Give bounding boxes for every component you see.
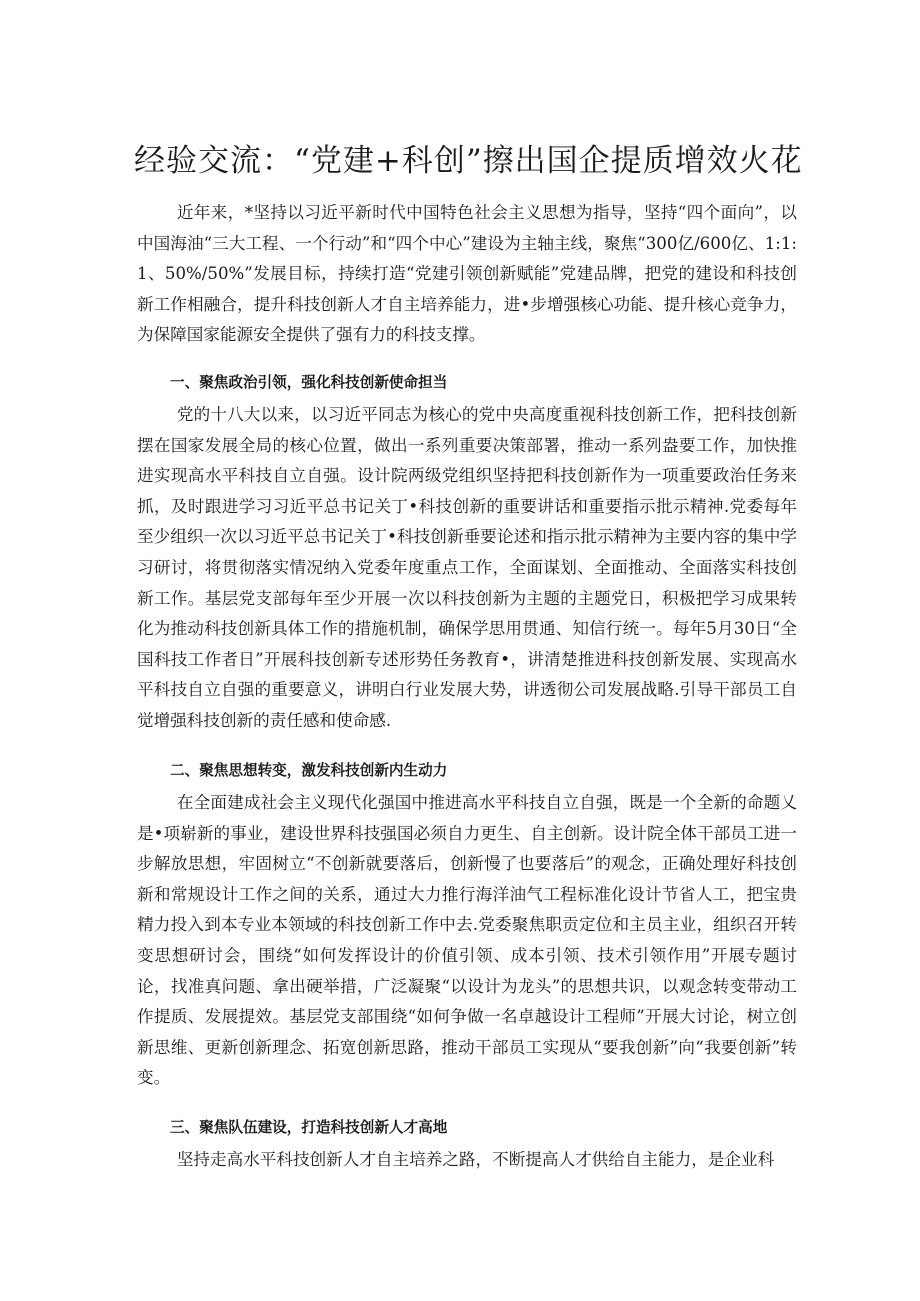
section-paragraph-3: 坚持走高水平科技创新人才自主培养之路，不断提高人才供给自主能力，是企业科 [176, 1150, 775, 1169]
section-paragraph-1: 党的十八大以来，以习近平同志为核心的党中央高度重视科技创新工作，把科技创新摆在国家发展全局的核心位置，做出一系列重要决策部署，推动一系列盎要工作，加快推进实现高水平科技自立自强。设计院两级党组织坚持把科技创新作为一项重要政治任务来抓，及时跟进学习习近平总书记关丁•科技创新的重要讲话和重要指示批示精神.党委每年至少组织一次以习近平总书记关丁•科技创新垂要论述和指示批示精神为主要内容的集中学习研讨，将贯彻落实情况纳入党委年度重点工作，全面谋划、全面推动、全面落实科技创新工作。基层党支部每年至少开展一次以科技创新为主题的主题党日，积极把学习成果转化为推动科技创新具体工作的措施机制，确保学思用贯通、知信行统一。每年5月30日“全国科技工作者日”开展科技创新专述形势任务教育•，讲清楚推进科技创新发展、实现高水平科技自立自强的重要意义，讲明白行业发展大势，讲透彻公司发展战略.引导干部员工自觉增强科技创新的责任感和使命感. [137, 405, 797, 730]
intro-paragraph: 近年来，*坚持以习近平新时代中国特色社会主义思想为指导，坚持“四个面向”，以中国海油“三大工程、一个行动”和“四个中心”建设为主轴主线，聚焦“300亿/600亿、1:1:1、50%/50%”发展目标，持续打造“党建引领创新赋能”党建品牌，把党的建设和科技创新工作相融合，提升科技创新人才自主培养能力，进•步增强核心功能、提升核心竞争力，为保障国家能源安全提供了强有力的科技支撑。 [137, 203, 797, 345]
document-title: 经验交流：“党建+科创”擦出国企提质增效火花 [134, 143, 803, 179]
section-paragraph-2: 在全面建成社会主义现代化强国中推进高水平科技自立自强，既是一个全新的命题乂是•项崭新的事业，建设世界科技强国必须自力更生、自主创新。设计院全体干部员工进一步解放思想，牢固树立“不创新就要落后，创新慢了也要落后”的观念，正确处理好科技创新和常规设计工作之间的关系，通过大力推行海洋油气工程标准化设计节省人工，把宝贵精力投入到本专业本领域的科技创新工作中去.党委聚焦职贡定位和主员主业，组织召开转变思想研讨会，围绕“如何发挥设计的价值引领、成本引领、技术引领作用”开展专题讨论，找准真问题、拿出硬举措，广泛凝聚“以设计为龙头”的思想共识，以观念转变带动工作提质、发展提效。基层党支部围绕“如何争做一名卓越设计工程师”开展大讨论，树立创新思维、更新创新理念、拓宽创新思路，推动干部员工实现从“要我创新”向“我要创新”转变。 [137, 793, 797, 1088]
section-heading-1: 一、聚焦政治引领，强化科技创新使命担当 [170, 374, 448, 391]
section-heading-3: 三、聚焦队伍建设，打造科技创新人才高地 [170, 1119, 448, 1136]
section-heading-2: 二、聚焦思想转变，激发科技创新内生动力 [170, 762, 448, 779]
